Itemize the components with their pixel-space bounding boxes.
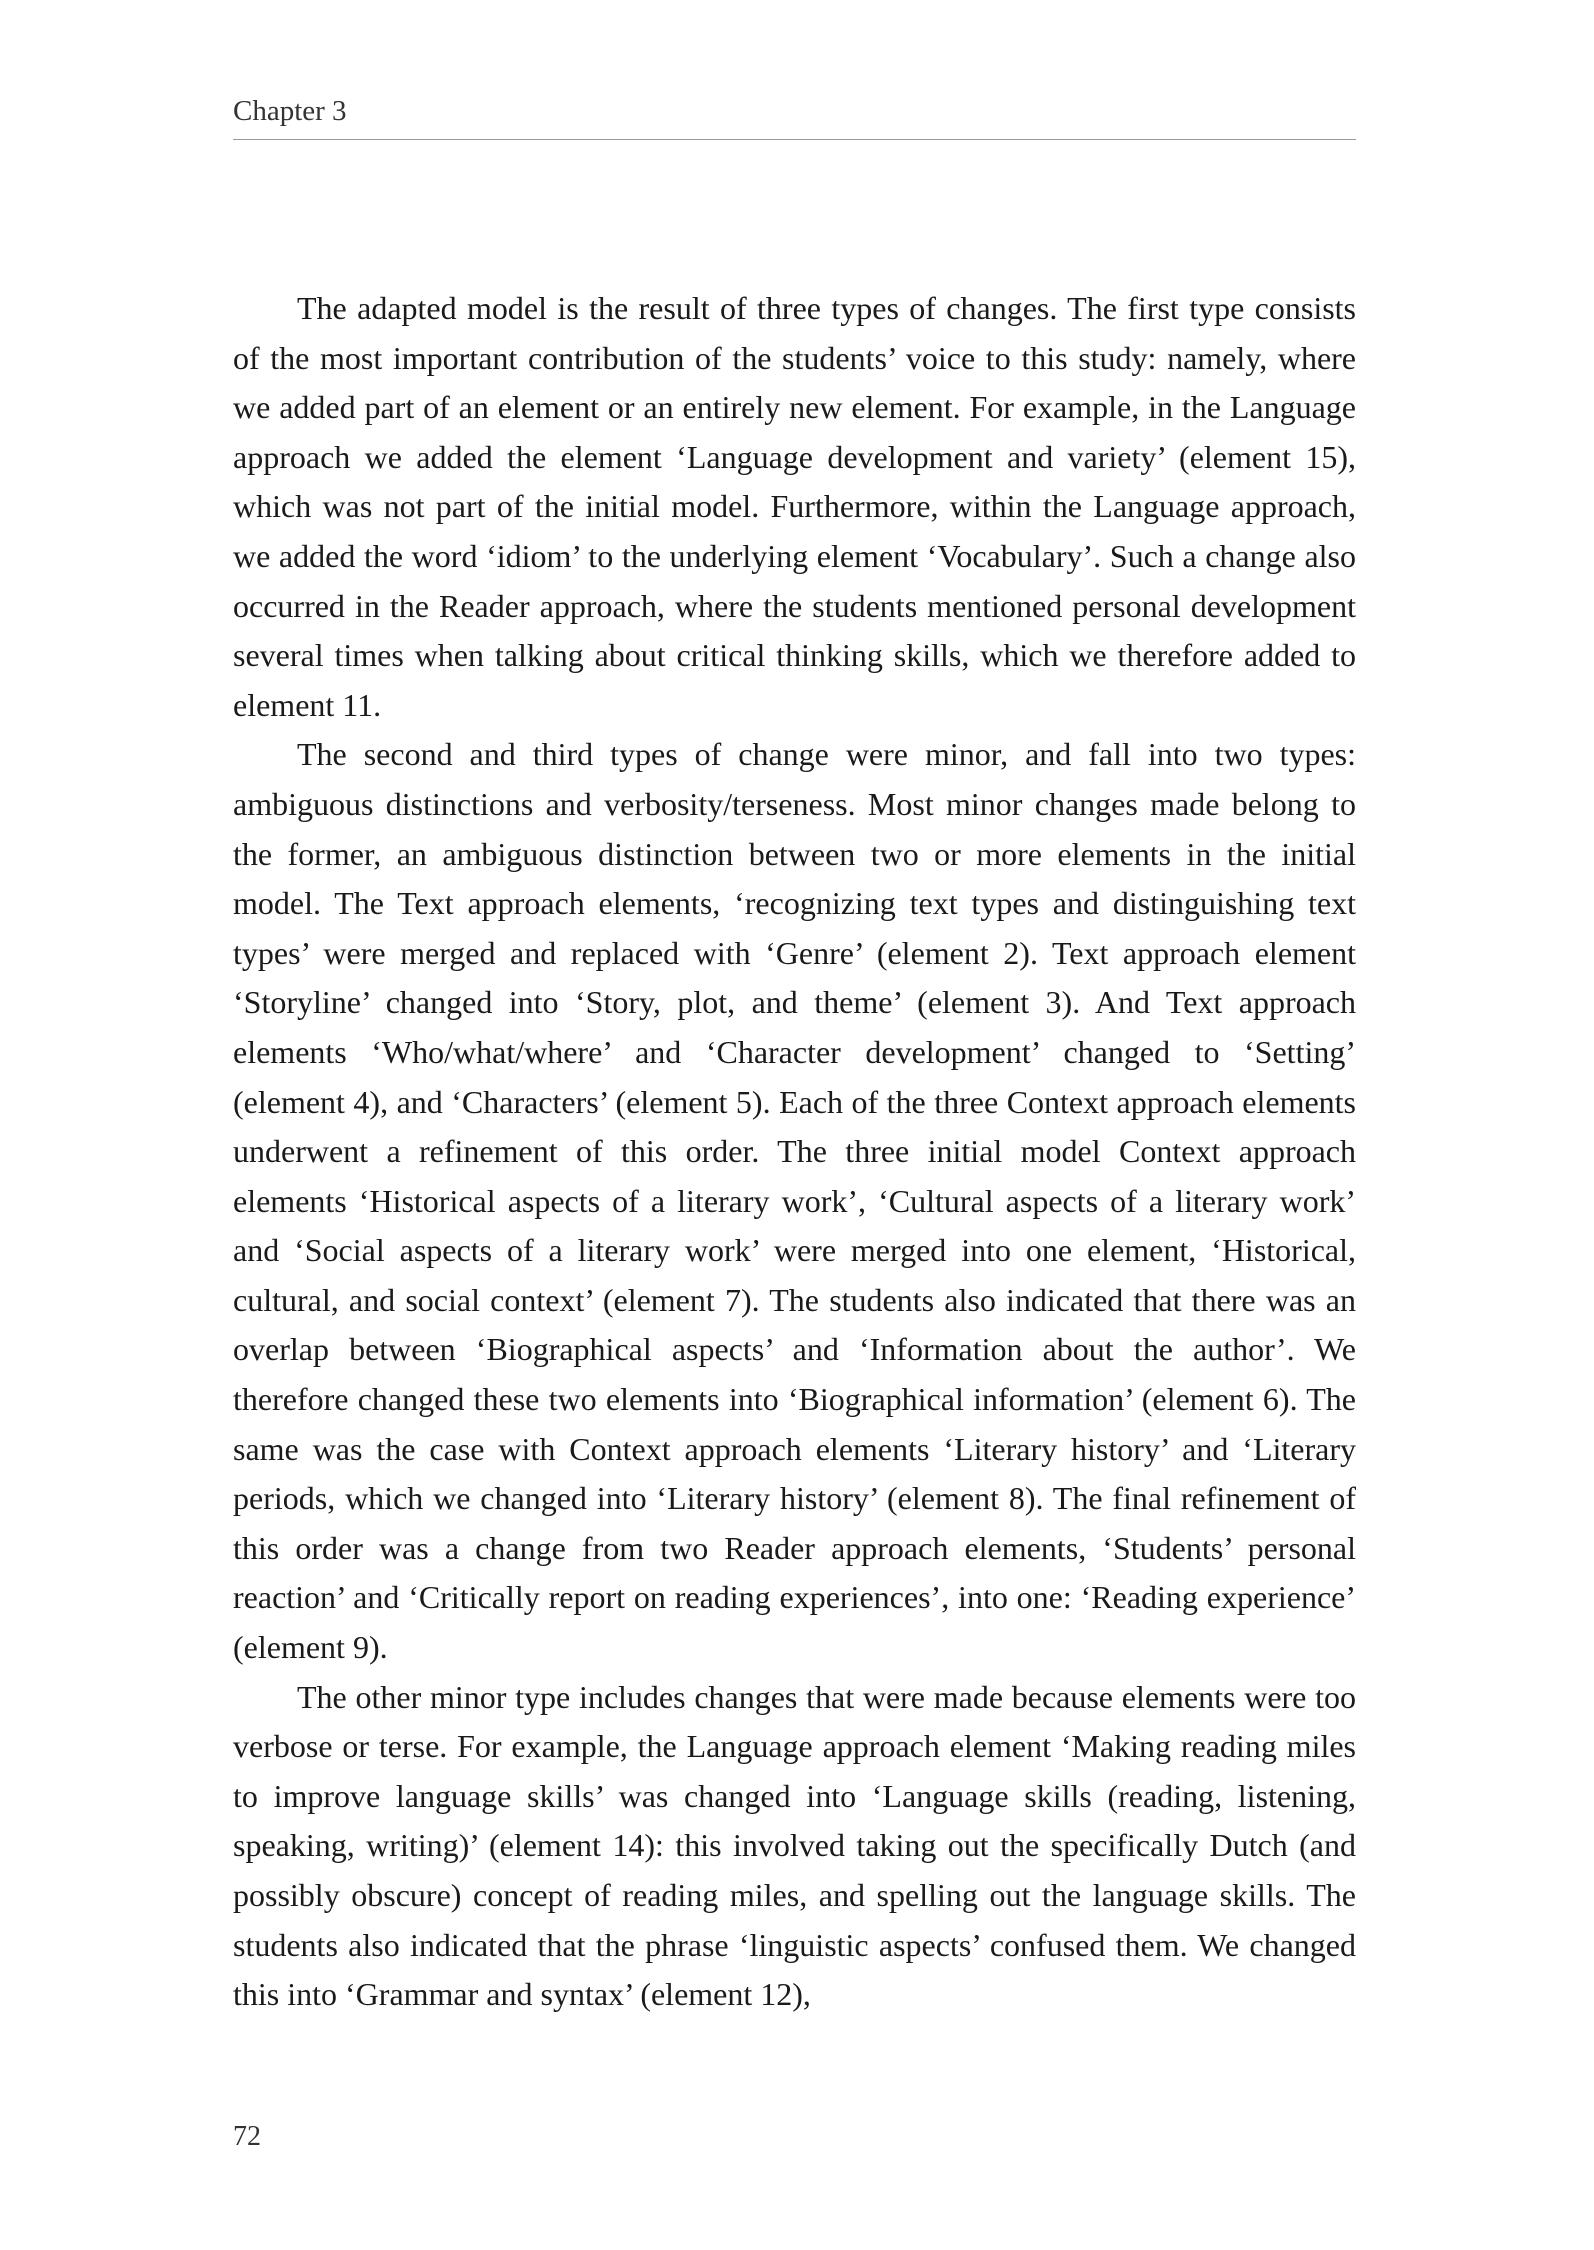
paragraph-3: The other minor type includes changes that were made because elements were too verbose or terse. For example, the Language approach element ‘Making reading miles to improve language skills’ was changed into ‘Language skills (reading, listening, speaking, writing)’ (element 14): this involved taking out the specifically Dutch (and possibly obscure) concept of reading miles, and spelling out the language skills. The students also indicated that the phrase ‘linguistic aspects’ confused them. We changed this into ‘Grammar and syntax’ (element 12), [233, 1678, 1356, 2013]
paragraph-1: The adapted model is the result of three types of changes. The first type consists of the most important contribution of the students’ voice to this study: namely, where we added part of an element or an entirely new element. For example, in the Language approach we added the element ‘Language development and variety’ (element 15), which was not part of the initial model. Furthermore, within the Language approach, we added the word ‘idiom’ to the underlying element ‘Vocabulary’. Such a change also occurred in the Reader approach, where the students mentioned personal development several times when talking about critical thinking skills, which we therefore added to element 11. [233, 290, 1356, 723]
running-header [233, 90, 1356, 140]
page-number: 72 [233, 2121, 261, 2152]
chapter-label: Chapter 3 [233, 95, 347, 127]
paragraph-2: The second and third types of change were minor, and fall into two types: ambiguous distinctions and verbosity/terseness. Most minor changes made belong to the former, an ambiguous distinction between two or more elements in the initial model. The Text approach elements, ‘recognizing text types and distinguishing text types’ were merged and replaced with ‘Genre’ (element 2). Text approach element ‘Storyline’ changed into ‘Story, plot, and theme’ (element 3). And Text approach elements ‘Who/what/where’ and ‘Character development’ changed to ‘Setting’ (element 4), and ‘Characters’ (element 5). Each of the three Context approach elements underwent a refinement of this order. The three initial model Context approach elements ‘Historical aspects of a literary work’, ‘Cultural aspects of a literary work’ and ‘Social aspects of a literary work’ were merged into one element, ‘Historical, cultural, and social context’ (element 7). The students also indicated that there was an overlap between ‘Biographical aspects’ and ‘Information about the author’. We therefore changed these two elements into ‘Biographical information’ (element 6). The same was the case with Context approach elements ‘Literary history’ and ‘Literary periods, which we changed into ‘Literary history’ (element 8). The final refinement of this order was a change from two Reader approach elements, ‘Students’ personal reaction’ and ‘Critically report on reading experiences’, into one: ‘Reading experience’ (element 9). [233, 736, 1356, 1666]
body-text [233, 284, 1356, 2020]
